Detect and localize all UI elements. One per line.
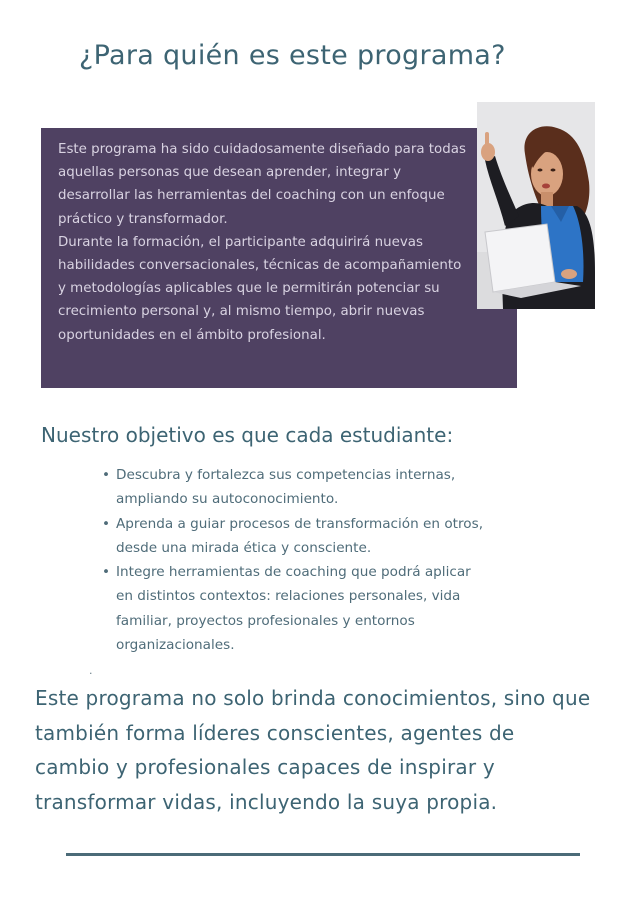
objective-heading: Nuestro objetivo es que cada estudiante: <box>41 423 454 447</box>
page-title: ¿Para quién es este programa? <box>79 40 506 71</box>
intro-paragraph-1: Este programa ha sido cuidadosamente diseñado para todas aquellas personas que desean aprender, integrar y desarrollar las herramientas del coaching con un enfoque práctico y transformador. <box>58 142 466 227</box>
list-item <box>102 512 492 561</box>
objective-list <box>102 463 492 657</box>
bullet: • <box>102 564 111 581</box>
closing-statement: Este programa no solo brinda conocimientos, sino que también forma líderes conscientes, agentes de cambio y profesionales capaces de inspirar y transformar vidas, incluyendo la suya propia. <box>35 686 591 814</box>
list-item-text: Descubra y fortalezca sus competencias internas, ampliando su autoconocimiento. <box>116 467 456 508</box>
list-item <box>102 463 492 512</box>
bullet: • <box>102 515 111 532</box>
bottom-divider <box>66 853 580 856</box>
intro-box <box>41 128 517 388</box>
list-item <box>102 560 492 657</box>
list-item-text: Aprenda a guiar procesos de transformación en otros, desde una mirada ética y consciente. <box>116 515 484 556</box>
intro-paragraph-2: Durante la formación, el participante adquirirá nuevas habilidades conversacionales, técnicas de acompañamiento y metodologías aplicables que le permitirán potenciar su crecimiento personal y, al mismo tiempo, abrir nuevas oportunidades en el ámbito profesional. <box>58 234 462 343</box>
woman-with-laptop-photo <box>477 102 595 309</box>
list-item-text: Integre herramientas de coaching que podrá aplicar en distintos contextos: relaciones personales, vida familiar, proyectos profesionales y entornos organizacionales. <box>116 564 471 654</box>
trailing-mark: . <box>89 664 93 677</box>
bullet: • <box>102 467 111 483</box>
